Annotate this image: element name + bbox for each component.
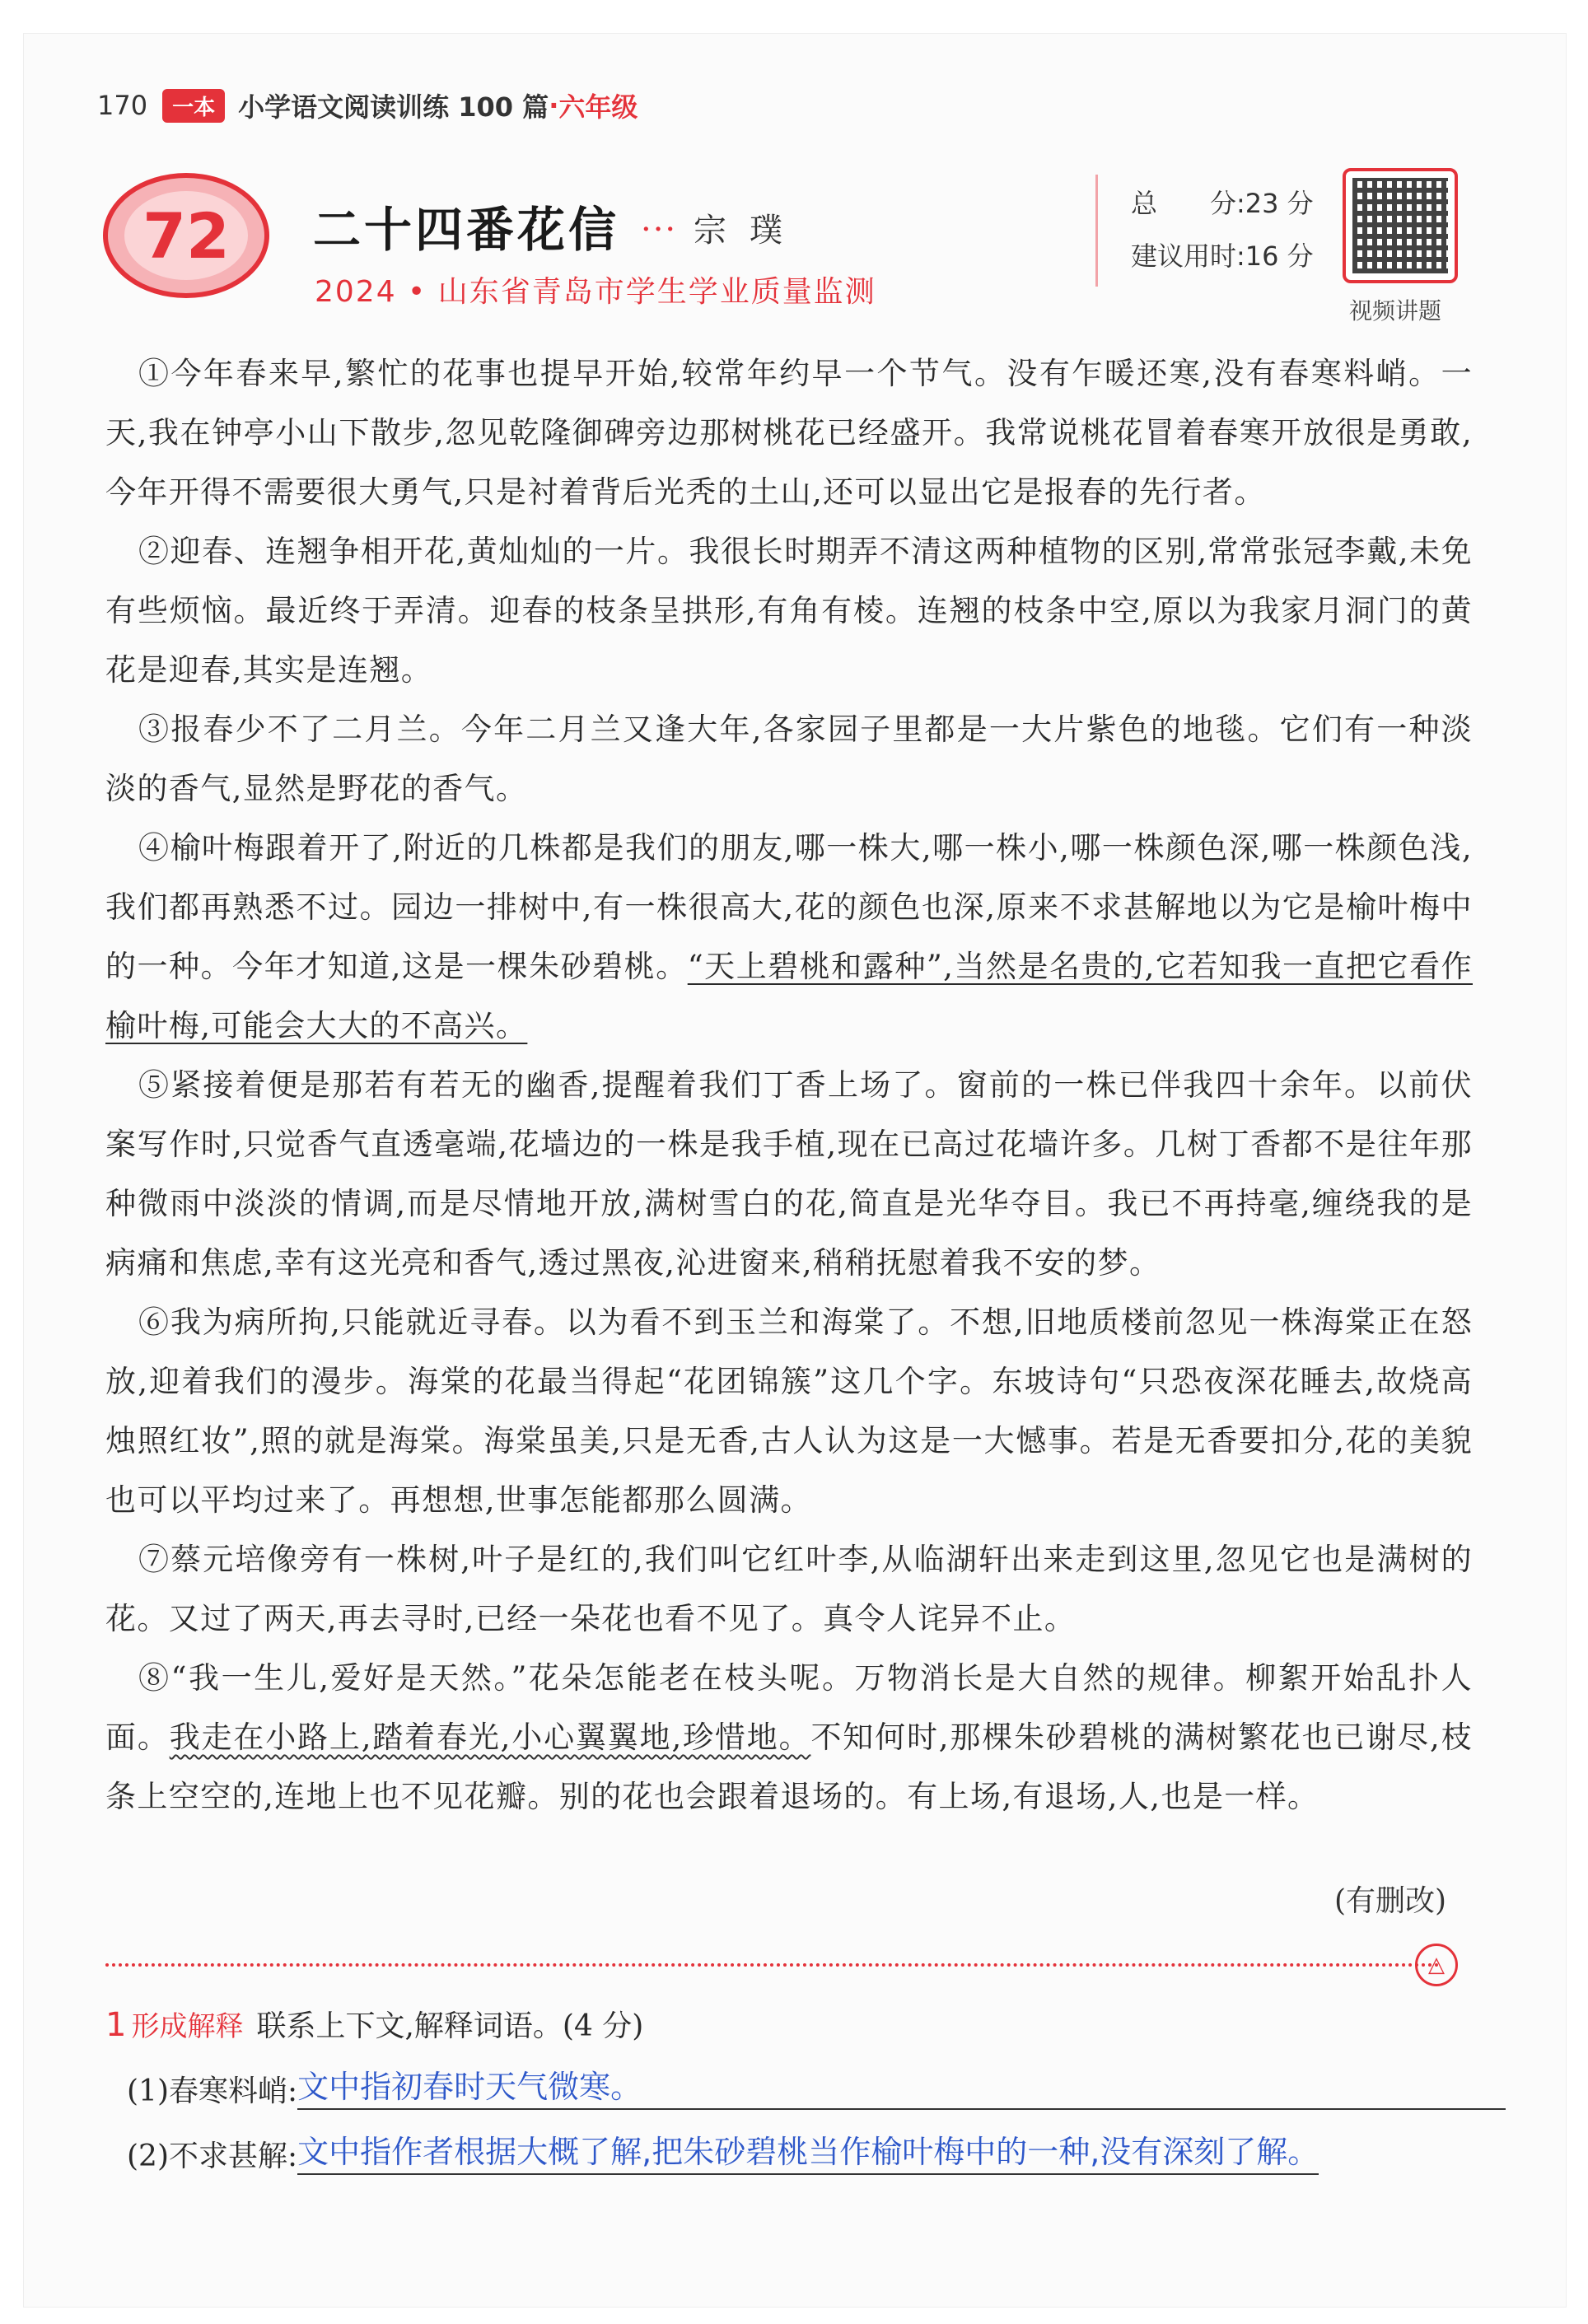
paragraph-6: ⑥我为病所拘,只能就近寻春。以为看不到玉兰和海棠了。不想,旧地质楼前忽见一株海棠正在怒放,迎着我们的漫步。海棠的花最当得起“花团锦簇”这几个字。东坡诗句“只恐夜深花睡去,故烧高烛照红妆”,照的就是海棠。海棠虽美,只是无香,古人认为这是一大憾事。若是无香要扣分,花的美貌也可以平均过来了。再想想,世事怎能都那么圆满。 [105, 1304, 1473, 1518]
question-header [105, 2003, 1506, 2045]
question-number: 1 [105, 2006, 127, 2044]
suggested-time: 建议用时:16 分 [1131, 240, 1314, 272]
brand-badge: 一本 [162, 89, 225, 123]
score-box [1095, 175, 1337, 287]
underlined-sentence: “天上碧桃和露种”,当然是名贵的,它若知我一直把它看作榆叶梅,可能会大大的不高兴。 [105, 949, 1473, 1043]
paragraph-4-text: ④榆叶梅跟着开了,附近的几株都是我们的朋友,哪一株大,哪一株小,哪一株颜色深,哪一株颜色浅,我们都再熟悉不过。园边一排树中,有一株很高大,花的颜色也深,原来不求甚解地以为它是榆叶梅中的一种。今年才知道,这是一棵朱砂碧桃。 [105, 830, 1473, 984]
question-item-2 [105, 2126, 1506, 2175]
paragraph-8-text-a: ⑧“我一生儿,爱好是天然。”花朵怎能老在枝头呢。万物消长是大自然的规律。柳絮开始乱扑人面。 [105, 1660, 1473, 1755]
paragraph-5: ⑤紧接着便是那若有若无的幽香,提醒着我们丁香上场了。窗前的一株已伴我四十余年。以前伏案写作时,只觉香气直透毫端,花墙边的一株是我手植,现在已高过花墙许多。几树丁香都不是往年那种微雨中淡淡的情调,而是尽情地开放,满树雪白的花,简直是光华夺目。我已不再持毫,缠绕我的是病痛和焦虑,幸有这光亮和香气,透过黑夜,沁进窗来,稍稍抚慰着我不安的梦。 [105, 1067, 1473, 1281]
lesson-title: 二十四番花信 [313, 202, 620, 258]
qr-label: 视频讲题 [1349, 297, 1442, 324]
paragraph-1: ①今年春来早,繁忙的花事也提早开始,较常年约早一个节气。没有乍暖还寒,没有春寒料峭。一天,我在钟亭小山下散步,忽见乾隆御碑旁边那树桃花已经盛开。我常说桃花冒着春寒开放很是勇敢,今年开得不需要很大勇气,只是衬着背后光秃的土山,还可以显出它是报春的先行者。 [105, 356, 1473, 510]
book-title: 小学语文阅读训练 100 篇 [238, 91, 549, 123]
header-separator: · [549, 90, 559, 121]
question-type: 形成解释 [131, 2010, 244, 2043]
item-2-answer[interactable]: 文中指作者根据大概了解,把朱砂碧桃当作榆叶梅中的一种,没有深刻了解。 [297, 2126, 1319, 2175]
paragraph-2: ②迎春、连翘争相开花,黄灿灿的一片。我很长时期弄不清这两种植物的区别,常常张冠李戴,未免有些烦恼。最近终于弄清。迎春的枝条呈拱形,有角有棱。连翘的枝条中空,原以为我家月洞门的黄花是迎春,其实是连翘。 [105, 534, 1473, 688]
item-1-label: (1)春寒料峭: [127, 2074, 298, 2108]
paragraph-7: ⑦蔡元培像旁有一株树,叶子是红的,我们叫它红叶李,从临湖轩出来走到这里,忽见它也是满树的花。又过了两天,再去寻时,已经一朵花也看不见了。真令人诧异不止。 [105, 1542, 1473, 1636]
page-number: 170 [97, 90, 148, 121]
triangle-icon: △ [1415, 1944, 1458, 1986]
total-score: 总 分:23 分 [1131, 188, 1314, 219]
author: 宗璞 [694, 212, 806, 250]
grade-label: 六年级 [558, 91, 638, 123]
lesson-number-badge [103, 173, 269, 298]
page-header [97, 81, 638, 130]
wavy-underlined-sentence: 我走在小路上,踏着春光,小心翼翼地,珍惜地。 [169, 1720, 811, 1755]
qr-code[interactable] [1343, 168, 1458, 283]
lesson-number: 72 [124, 191, 248, 280]
exam-source: 2024 • 山东省青岛市学生学业质量监测 [315, 275, 876, 309]
question-prompt: 联系上下文,解释词语。(4 分) [256, 2009, 644, 2043]
question-item-1 [105, 2061, 1506, 2110]
article-body [105, 344, 1473, 1827]
qr-pattern-icon [1352, 178, 1448, 273]
title-dots: ··· [641, 211, 678, 249]
paragraph-8-text-b: 不知何时,那棵朱砂碧桃的满树繁花也已谢尽,枝条上空空的,连地上也不见花瓣。别的花也会跟着退场的。有上场,有退场,人,也是一样。 [105, 1720, 1473, 1814]
item-2-label: (2)不求甚解: [127, 2140, 298, 2173]
paragraph-8 [105, 1649, 1473, 1827]
question-1 [105, 2003, 1506, 2175]
abridged-note: (有删改) [1334, 1884, 1447, 1918]
paragraph-4 [105, 819, 1473, 1056]
item-1-answer[interactable]: 文中指初春时天气微寒。 [297, 2061, 1506, 2110]
section-divider [105, 1963, 1440, 1967]
paragraph-3: ③报春少不了二月兰。今年二月兰又逢大年,各家园子里都是一大片紫色的地毯。它们有一种淡淡的香气,显然是野花的香气。 [105, 712, 1473, 806]
